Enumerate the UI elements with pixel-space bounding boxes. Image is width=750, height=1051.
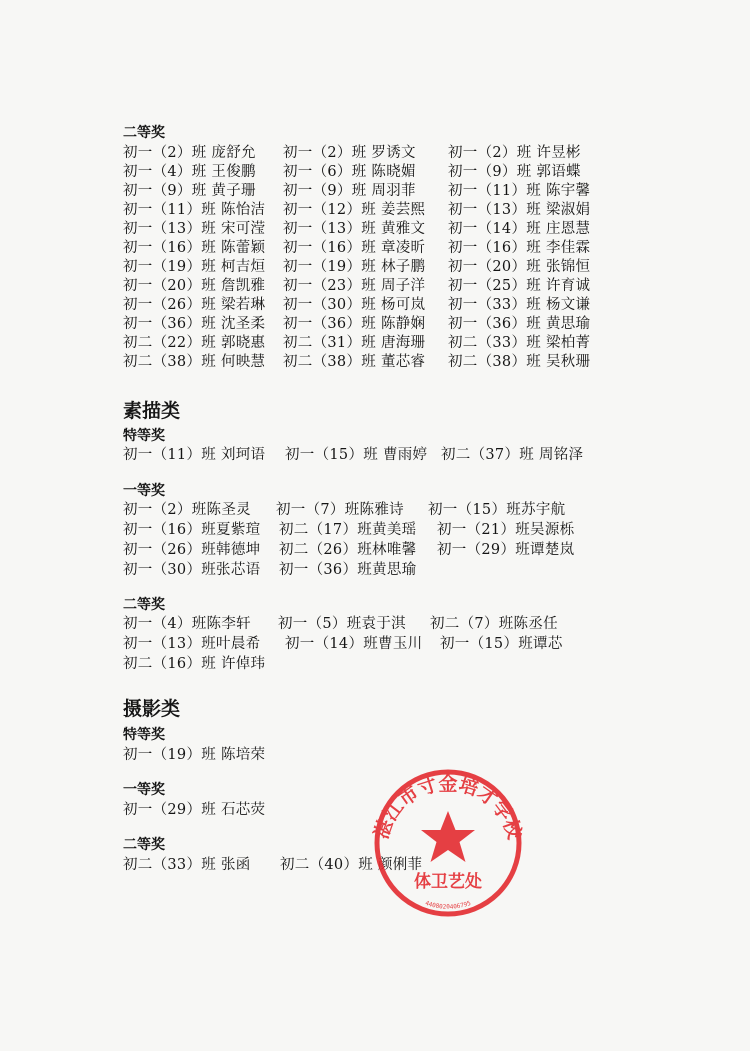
list-item: 初一（19）班 林子鹏 (283, 259, 426, 275)
list-item: 初一（13）班 宋可滢 (123, 221, 266, 237)
list-item: 初一（13）班叶晨希 (123, 636, 261, 652)
list-item: 初一（4）班陈李轩 (123, 616, 251, 632)
list-item: 初一（16）班夏紫瑄 (123, 522, 261, 538)
list-item: 初一（14）班 庄恩慧 (448, 221, 591, 237)
list-item: 初一（20）班 张锦恒 (448, 259, 591, 275)
table-row (0, 498, 750, 517)
list-item: 初一（29）班 石芯荧 (123, 802, 266, 818)
table-row (0, 652, 750, 671)
section-title: 素描类 (123, 400, 181, 422)
list-item: 初一（9）班 黄子珊 (123, 183, 256, 199)
list-item: 初一（9）班 周羽菲 (283, 183, 416, 199)
list-item: 初二（33）班 张函 (123, 857, 251, 873)
list-item: 初一（16）班 章凌昕 (283, 240, 426, 256)
list-item: 初一（13）班 黄雅文 (283, 221, 426, 237)
list-item: 初一（30）班张芯语 (123, 562, 261, 578)
list-item: 初一（2）班 庞舒允 (123, 145, 256, 161)
list-item: 初一（4）班 王俊鹏 (123, 164, 256, 180)
list-item: 初一（19）班 陈培荣 (123, 747, 266, 763)
list-item: 初一（14）班曹玉川 (285, 636, 423, 652)
table-row (0, 255, 750, 274)
table-row (0, 612, 750, 631)
list-item: 初二（31）班 唐海珊 (283, 335, 426, 351)
list-item: 初一（20）班 詹凯雅 (123, 278, 266, 294)
list-item: 初一（36）班 陈静娴 (283, 316, 426, 332)
list-item: 初二（38）班 董芯睿 (283, 354, 426, 370)
list-item: 初一（16）班 李佳霖 (448, 240, 591, 256)
award-title: 一等奖 (123, 483, 165, 499)
table-row (0, 538, 750, 557)
award-title: 特等奖 (123, 727, 165, 743)
list-item: 初一（15）班苏宇航 (428, 502, 566, 518)
table-row (0, 274, 750, 293)
table-row (0, 632, 750, 651)
table-row (0, 350, 750, 369)
table-row (0, 743, 750, 762)
award-title: 二等奖 (123, 837, 165, 853)
table-row (0, 443, 750, 462)
list-item: 初二（38）班 吴秋珊 (448, 354, 591, 370)
list-item: 初一（6）班 陈晓媚 (283, 164, 416, 180)
table-row (0, 312, 750, 331)
list-item: 初二（7）班陈丞任 (430, 616, 558, 632)
table-row (0, 558, 750, 577)
table-row (0, 217, 750, 236)
table-row (0, 331, 750, 350)
seal-serial: 4408020406795 (424, 899, 472, 911)
list-item: 初一（16）班 陈蕾颖 (123, 240, 266, 256)
table-row (0, 293, 750, 312)
list-item: 初一（2）班 罗诱文 (283, 145, 416, 161)
award-title: 二等奖 (123, 125, 165, 141)
table-row (0, 198, 750, 217)
list-item: 初二（40）班 颜俐菲 (280, 857, 423, 873)
list-item: 初一（36）班 沈圣柔 (123, 316, 266, 332)
list-item: 初一（25）班 许育诚 (448, 278, 591, 294)
award-title: 特等奖 (123, 428, 165, 444)
list-item: 初一（15）班 曹雨婷 (285, 447, 428, 463)
list-item: 初一（36）班黄思瑜 (279, 562, 417, 578)
list-item: 初二（33）班 梁柏菁 (448, 335, 591, 351)
list-item: 初一（5）班袁于淇 (278, 616, 406, 632)
list-item: 初一（36）班 黄思瑜 (448, 316, 591, 332)
list-item: 初二（22）班 郭晓惠 (123, 335, 266, 351)
list-item: 初二（26）班林唯馨 (279, 542, 417, 558)
section-title: 摄影类 (123, 698, 181, 720)
list-item: 初一（11）班 刘珂语 (123, 447, 266, 463)
list-item: 初一（29）班谭楚岚 (437, 542, 575, 558)
list-item: 初二（38）班 何映慧 (123, 354, 266, 370)
list-item: 初一（13）班 梁淑娟 (448, 202, 591, 218)
award-title: 二等奖 (123, 597, 165, 613)
list-item: 初一（2）班 许昱彬 (448, 145, 581, 161)
list-item: 初一（21）班吴源栎 (437, 522, 575, 538)
table-row (0, 236, 750, 255)
list-item: 初一（9）班 郭语蝶 (448, 164, 581, 180)
seal-top-text: 湛江市寸金培才学校 (370, 772, 526, 842)
list-item: 初一（26）班 梁若琳 (123, 297, 266, 313)
list-item: 初一（15）班谭芯 (440, 636, 563, 652)
list-item: 初一（19）班 柯吉烜 (123, 259, 266, 275)
list-item: 初一（2）班陈圣灵 (123, 502, 251, 518)
list-item: 初一（33）班 杨文谦 (448, 297, 591, 313)
list-item: 初一（7）班陈雅诗 (276, 502, 404, 518)
list-item: 初二（37）班 周铭泽 (441, 447, 584, 463)
list-item: 初一（11）班 陈宇馨 (448, 183, 591, 199)
table-row (0, 518, 750, 537)
list-item: 初二（16）班 许倬玮 (123, 656, 266, 672)
list-item: 初一（26）班韩德坤 (123, 542, 261, 558)
table-row (0, 179, 750, 198)
list-item: 初一（23）班 周子洋 (283, 278, 426, 294)
seal-bottom-text: 体卫艺处 (414, 872, 482, 892)
official-seal (363, 767, 533, 917)
award-title: 一等奖 (123, 782, 165, 798)
list-item: 初一（12）班 姜芸熙 (283, 202, 426, 218)
star-icon (421, 811, 475, 862)
table-row (0, 160, 750, 179)
list-item: 初一（11）班 陈怡洁 (123, 202, 266, 218)
list-item: 初一（30）班 杨可岚 (283, 297, 426, 313)
list-item: 初二（17）班黄美瑶 (279, 522, 417, 538)
table-row (0, 141, 750, 160)
